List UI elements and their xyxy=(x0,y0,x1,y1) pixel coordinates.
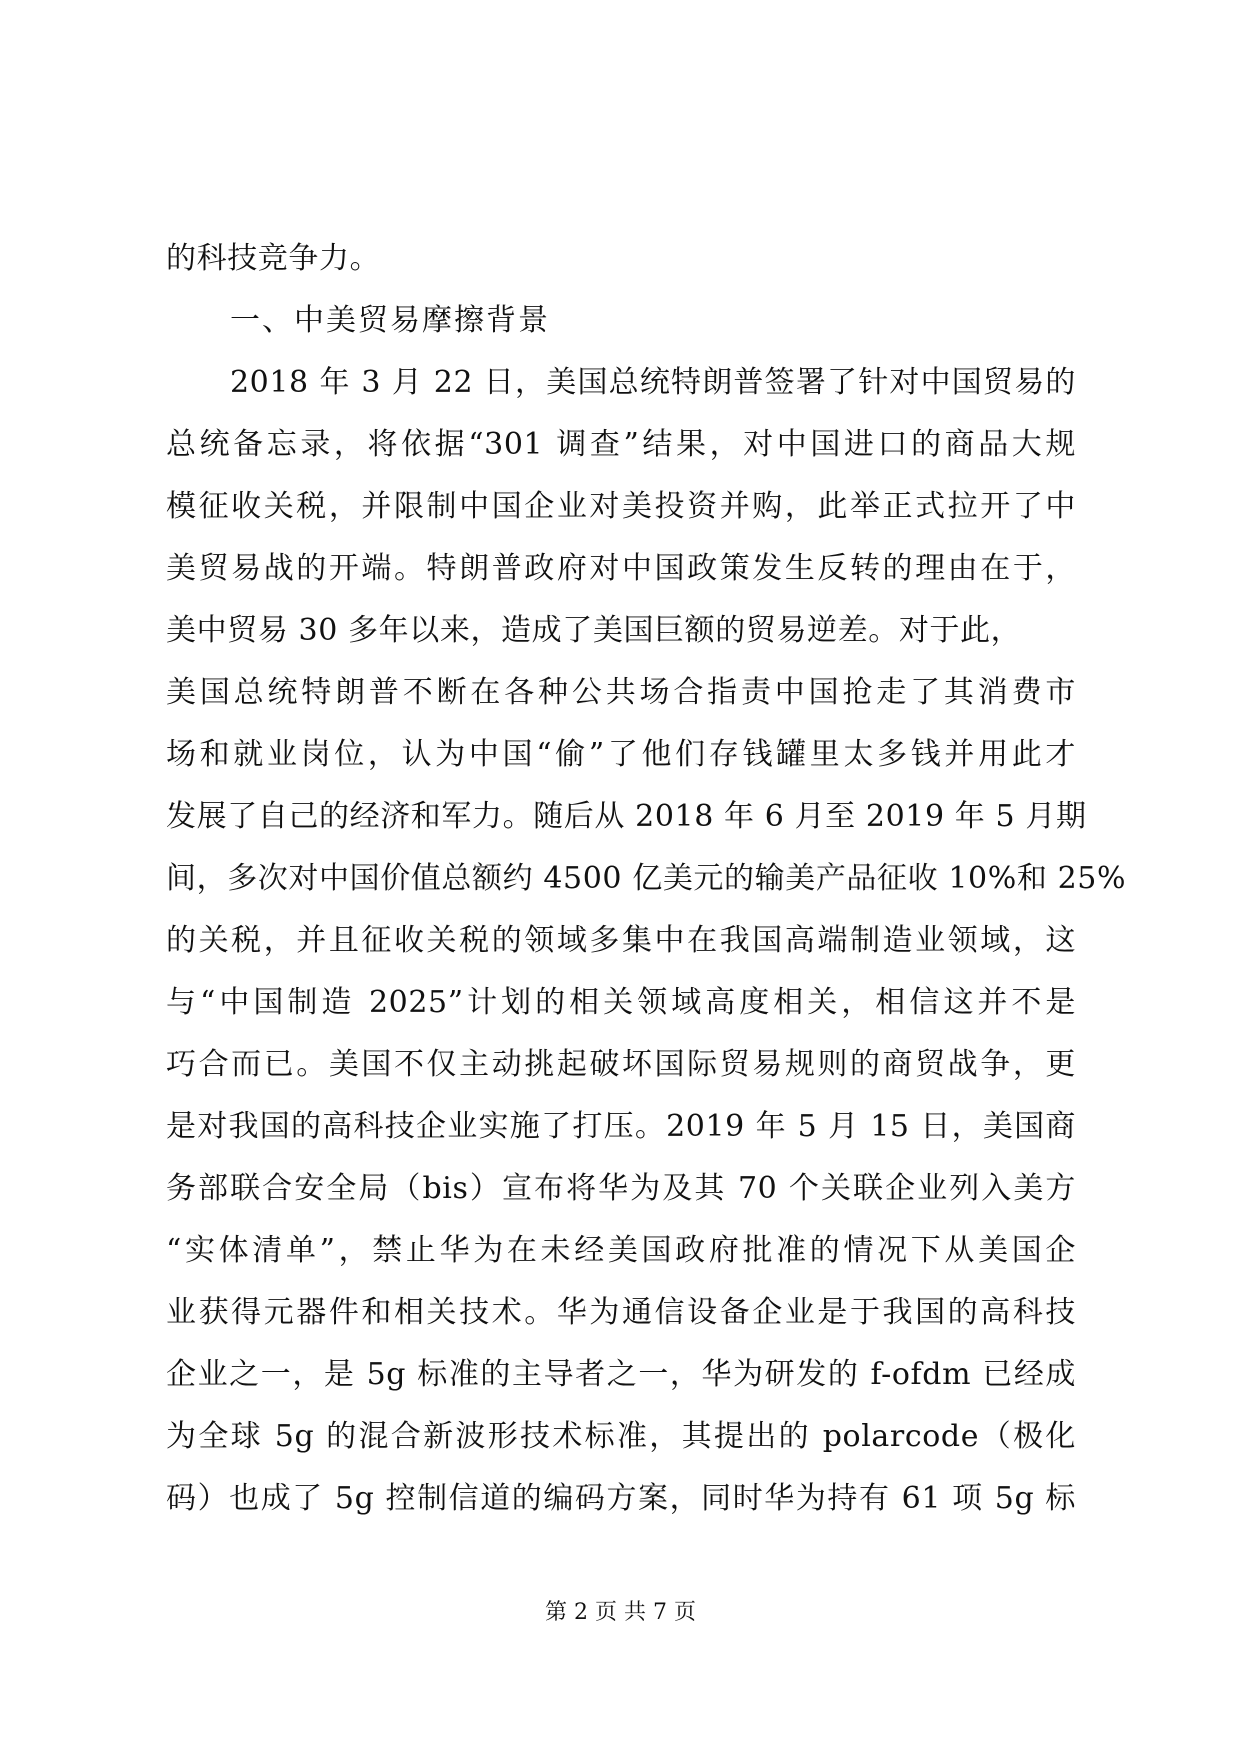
paragraph-line: “实体清单”，禁止华为在未经美国政府批准的情况下从美国企 xyxy=(166,1233,1076,1268)
paragraph-line: 间，多次对中国价值总额约 4500 亿美元的输美产品征收 10%和 25% xyxy=(166,861,1127,896)
paragraph-line: 模征收关税，并限制中国企业对美投资并购，此举正式拉开了中 xyxy=(166,489,1076,524)
document-body xyxy=(166,228,1127,1530)
paragraph-line: 是对我国的高科技企业实施了打压。2019 年 5 月 15 日，美国商 xyxy=(166,1109,1076,1144)
paragraph-line: 的关税，并且征收关税的领域多集中在我国高端制造业领域，这 xyxy=(166,923,1076,958)
paragraph-line: 为全球 5g 的混合新波形技术标准，其提出的 polarcode（极化 xyxy=(166,1419,1076,1454)
paragraph-line: 的科技竞争力。 xyxy=(166,241,381,276)
paragraph-line: 2018 年 3 月 22 日，美国总统特朗普签署了针对中国贸易的 xyxy=(230,365,1076,400)
paragraph-line: 美中贸易 30 多年以来，造成了美国巨额的贸易逆差。对于此， xyxy=(166,613,1022,648)
paragraph-line: 业获得元器件和相关技术。华为通信设备企业是于我国的高科技 xyxy=(166,1295,1076,1330)
paragraph-line: 发展了自己的经济和军力。随后从 2018 年 6 月至 2019 年 5 月期 xyxy=(166,799,1087,834)
paragraph-line: 与“中国制造 2025”计划的相关领域高度相关，相信这并不是 xyxy=(166,985,1076,1020)
paragraph-line: 总统备忘录，将依据“301 调查”结果，对中国进口的商品大规 xyxy=(166,427,1076,462)
paragraph-line: 美贸易战的开端。特朗普政府对中国政策发生反转的理由在于， xyxy=(166,551,1076,586)
paragraph-line: 巧合而已。美国不仅主动挑起破坏国际贸易规则的商贸战争，更 xyxy=(166,1047,1076,1082)
paragraph-line: 码）也成了 5g 控制信道的编码方案，同时华为持有 61 项 5g 标 xyxy=(166,1481,1076,1516)
paragraph-line: 务部联合安全局（bis）宣布将华为及其 70 个关联企业列入美方 xyxy=(166,1171,1076,1206)
section-heading: 一、中美贸易摩擦背景 xyxy=(230,303,550,338)
paragraph-line: 场和就业岗位，认为中国“偷”了他们存钱罐里太多钱并用此才 xyxy=(166,737,1076,772)
paragraph-line: 企业之一，是 5g 标准的主导者之一，华为研发的 f-ofdm 已经成 xyxy=(166,1357,1076,1392)
paragraph-line: 美国总统特朗普不断在各种公共场合指责中国抢走了其消费市 xyxy=(166,675,1076,710)
page-number-footer: 第 2 页 共 7 页 xyxy=(545,1600,696,1625)
